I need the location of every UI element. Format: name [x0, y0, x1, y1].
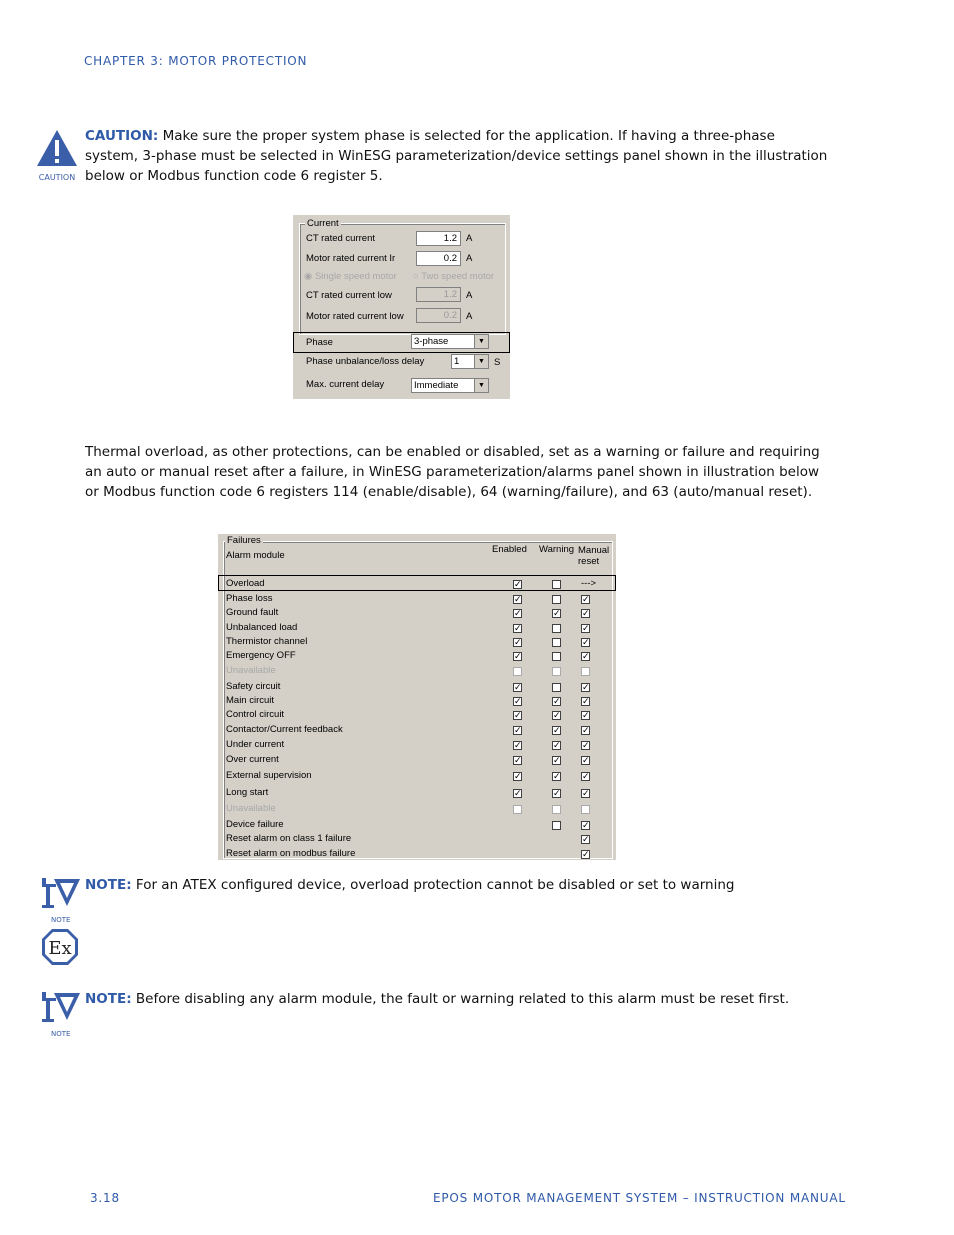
warning-checkbox[interactable]: ✓ [553, 788, 561, 798]
alarm-row-label: Over current [226, 754, 279, 765]
note-icon-label: NOTE [51, 1030, 71, 1038]
alarm-row-label: Main circuit [226, 695, 275, 706]
manual-checkbox[interactable]: ✓ [582, 820, 590, 830]
failures-panel [218, 534, 616, 860]
alarm-row-label: Control circuit [226, 709, 285, 720]
ct-rated-current-low-input: 1.2 [416, 287, 461, 302]
enabled-checkbox[interactable]: ✓ [514, 725, 522, 735]
note2-paragraph [85, 989, 825, 1009]
caution-text: Make sure the proper system phase is selected for the application. If having a three-phase system, 3-phase must be selected in WinESG parameterization/device settings panel shown in the illustration below or Modbus function code 6 register 5. [85, 128, 828, 184]
manual-checkbox [581, 667, 590, 676]
ct-rated-current-low-unit: A [466, 290, 473, 301]
enabled-checkbox[interactable]: ✓ [514, 579, 522, 589]
motor-rated-current-label: Motor rated current Ir [306, 253, 396, 264]
warning-checkbox[interactable] [552, 580, 561, 589]
single-speed-radio[interactable] [304, 271, 397, 282]
manual-checkbox[interactable]: ✓ [582, 849, 590, 859]
manual-checkbox[interactable]: ✓ [582, 623, 590, 633]
max-current-delay-value: Immediate [414, 380, 459, 391]
enabled-checkbox[interactable]: ✓ [514, 788, 522, 798]
note-icon [40, 876, 82, 922]
alarm-row-label: Emergency OFF [226, 650, 296, 661]
manual-checkbox[interactable]: ✓ [582, 788, 590, 798]
phase-unbalance-value: 1 [454, 356, 460, 367]
phase-unbalance-select[interactable] [451, 354, 489, 369]
manual-checkbox[interactable]: ✓ [582, 594, 590, 604]
ct-rated-current-label: CT rated current [306, 233, 375, 244]
enabled-checkbox[interactable]: ✓ [514, 740, 522, 750]
warning-checkbox [552, 667, 561, 676]
max-current-delay-select[interactable] [411, 378, 489, 393]
alarm-row-label: Thermistor channel [226, 636, 308, 647]
manual-checkbox[interactable]: ✓ [582, 696, 590, 706]
note2-text: Before disabling any alarm module, the fault or warning related to this alarm must be reset first. [135, 991, 790, 1007]
manual-checkbox[interactable]: ✓ [582, 651, 590, 661]
page-number: 3.18 [90, 1191, 120, 1205]
phase-label: Phase [306, 337, 333, 348]
manual-checkbox[interactable]: ✓ [582, 725, 590, 735]
phase-select[interactable] [411, 334, 489, 349]
manual-checkbox[interactable]: ✓ [582, 710, 590, 720]
ct-rated-current-input[interactable]: 1.2 [416, 231, 461, 246]
motor-rated-current-input[interactable]: 0.2 [416, 251, 461, 266]
enabled-checkbox[interactable]: ✓ [514, 696, 522, 706]
two-speed-radio[interactable] [413, 271, 494, 282]
alarm-row-label: Ground fault [226, 607, 279, 618]
warning-checkbox[interactable]: ✓ [553, 755, 561, 765]
enabled-checkbox[interactable]: ✓ [514, 682, 522, 692]
enabled-checkbox[interactable]: ✓ [514, 608, 522, 618]
enabled-checkbox [513, 805, 522, 814]
phase-select-value: 3-phase [414, 336, 449, 347]
enabled-checkbox[interactable]: ✓ [514, 710, 522, 720]
caution-label: CAUTION: [85, 128, 159, 144]
alarm-row-label: External supervision [226, 770, 312, 781]
dropdown-arrow-icon[interactable]: ▼ [474, 335, 488, 348]
warning-checkbox[interactable]: ✓ [553, 725, 561, 735]
manual-checkbox[interactable]: ✓ [582, 637, 590, 647]
warning-checkbox[interactable]: ✓ [553, 740, 561, 750]
note-icon-label: NOTE [51, 916, 71, 924]
alarm-row-label: Unavailable [226, 665, 276, 676]
alarm-row-label: Reset alarm on class 1 failure [226, 833, 352, 844]
note1-text: For an ATEX configured device, overload protection cannot be disabled or set to warning [135, 877, 735, 893]
enabled-checkbox[interactable]: ✓ [514, 755, 522, 765]
ct-rated-current-unit: A [466, 233, 473, 244]
warning-header: Warning [539, 544, 575, 555]
alarm-row-label: Unbalanced load [226, 622, 298, 633]
enabled-header: Enabled [492, 544, 527, 555]
current-settings-panel [293, 215, 510, 399]
alarm-row-label: Under current [226, 739, 285, 750]
caution-icon-label: CAUTION [38, 173, 76, 182]
warning-checkbox[interactable]: ✓ [553, 608, 561, 618]
phase-unbalance-label: Phase unbalance/loss delay [306, 356, 425, 367]
thermal-overload-paragraph: Thermal overload, as other protections, can be enabled or disabled, set as a warning or failure and requiring an auto or manual reset after a failure, in WinESG parameterization/alarms panel shown in illustration below or Modbus function code 6 registers 114 (enable/disable), 64 (warning/failure), and 63 (auto/manual reset). [85, 444, 820, 500]
enabled-checkbox[interactable]: ✓ [514, 651, 522, 661]
alarm-module-header: Alarm module [226, 550, 285, 561]
enabled-checkbox[interactable]: ✓ [514, 623, 522, 633]
note2-label: NOTE: [85, 991, 132, 1007]
max-current-delay-label: Max. current delay [306, 379, 385, 390]
note1-label: NOTE: [85, 877, 132, 893]
note-icon [40, 990, 82, 1036]
manual-checkbox [581, 805, 590, 814]
phase-unbalance-unit: S [494, 357, 501, 368]
atex-icon-text: Ex [48, 938, 72, 959]
warning-checkbox[interactable] [552, 638, 561, 647]
radio-empty-icon: ○ [413, 271, 419, 282]
manual-reset-arrow: ---> [581, 578, 597, 589]
two-speed-label: Two speed motor [421, 271, 495, 282]
current-group-title: Current [307, 218, 339, 229]
alarm-row-label: Safety circuit [226, 681, 281, 692]
manual-title: EPOS MOTOR MANAGEMENT SYSTEM – INSTRUCTION MANUAL [433, 1191, 846, 1205]
manual-checkbox[interactable]: ✓ [582, 771, 590, 781]
motor-rated-current-low-unit: A [466, 311, 473, 322]
manual-checkbox[interactable]: ✓ [582, 682, 590, 692]
warning-checkbox[interactable]: ✓ [553, 696, 561, 706]
enabled-checkbox[interactable]: ✓ [514, 594, 522, 604]
dropdown-arrow-icon[interactable]: ▼ [474, 355, 488, 368]
manual-checkbox[interactable]: ✓ [582, 608, 590, 618]
warning-checkbox[interactable] [552, 821, 561, 830]
motor-rated-current-low-label: Motor rated current low [306, 311, 404, 322]
enabled-checkbox [513, 667, 522, 676]
single-speed-label: Single speed motor [314, 271, 397, 282]
alarm-row-label: Long start [226, 787, 269, 798]
manual-checkbox[interactable]: ✓ [582, 740, 590, 750]
failures-group-title: Failures [227, 535, 261, 546]
alarm-row-label: Overload [226, 578, 265, 589]
manual-checkbox[interactable]: ✓ [582, 834, 590, 844]
alarm-row-label: Contactor/Current feedback [226, 724, 343, 735]
enabled-checkbox[interactable]: ✓ [514, 771, 522, 781]
warning-checkbox[interactable] [552, 595, 561, 604]
warning-checkbox[interactable] [552, 624, 561, 633]
warning-checkbox[interactable]: ✓ [553, 771, 561, 781]
atex-icon [40, 927, 80, 967]
alarm-row-label: Reset alarm on modbus failure [226, 848, 356, 859]
manual-checkbox[interactable]: ✓ [582, 755, 590, 765]
warning-checkbox[interactable]: ✓ [553, 710, 561, 720]
dropdown-arrow-icon[interactable]: ▼ [474, 379, 488, 392]
warning-checkbox [552, 805, 561, 814]
motor-rated-current-low-input: 0.2 [416, 308, 461, 323]
motor-rated-current-unit: A [466, 253, 473, 264]
enabled-checkbox[interactable]: ✓ [514, 637, 522, 647]
radio-selected-icon: ◉ [304, 271, 313, 282]
caution-paragraph [85, 126, 830, 186]
warning-checkbox[interactable] [552, 683, 561, 692]
caution-icon [35, 128, 79, 180]
alarm-row-label: Phase loss [226, 593, 273, 604]
chapter-header: CHAPTER 3: MOTOR PROTECTION [84, 54, 308, 68]
manual-reset-header: Manual reset [578, 545, 610, 567]
warning-checkbox[interactable] [552, 652, 561, 661]
alarm-row-label: Unavailable [226, 803, 276, 814]
alarm-row-label: Device failure [226, 819, 284, 830]
note1-paragraph [85, 875, 825, 895]
ct-rated-current-low-label: CT rated current low [306, 290, 392, 301]
